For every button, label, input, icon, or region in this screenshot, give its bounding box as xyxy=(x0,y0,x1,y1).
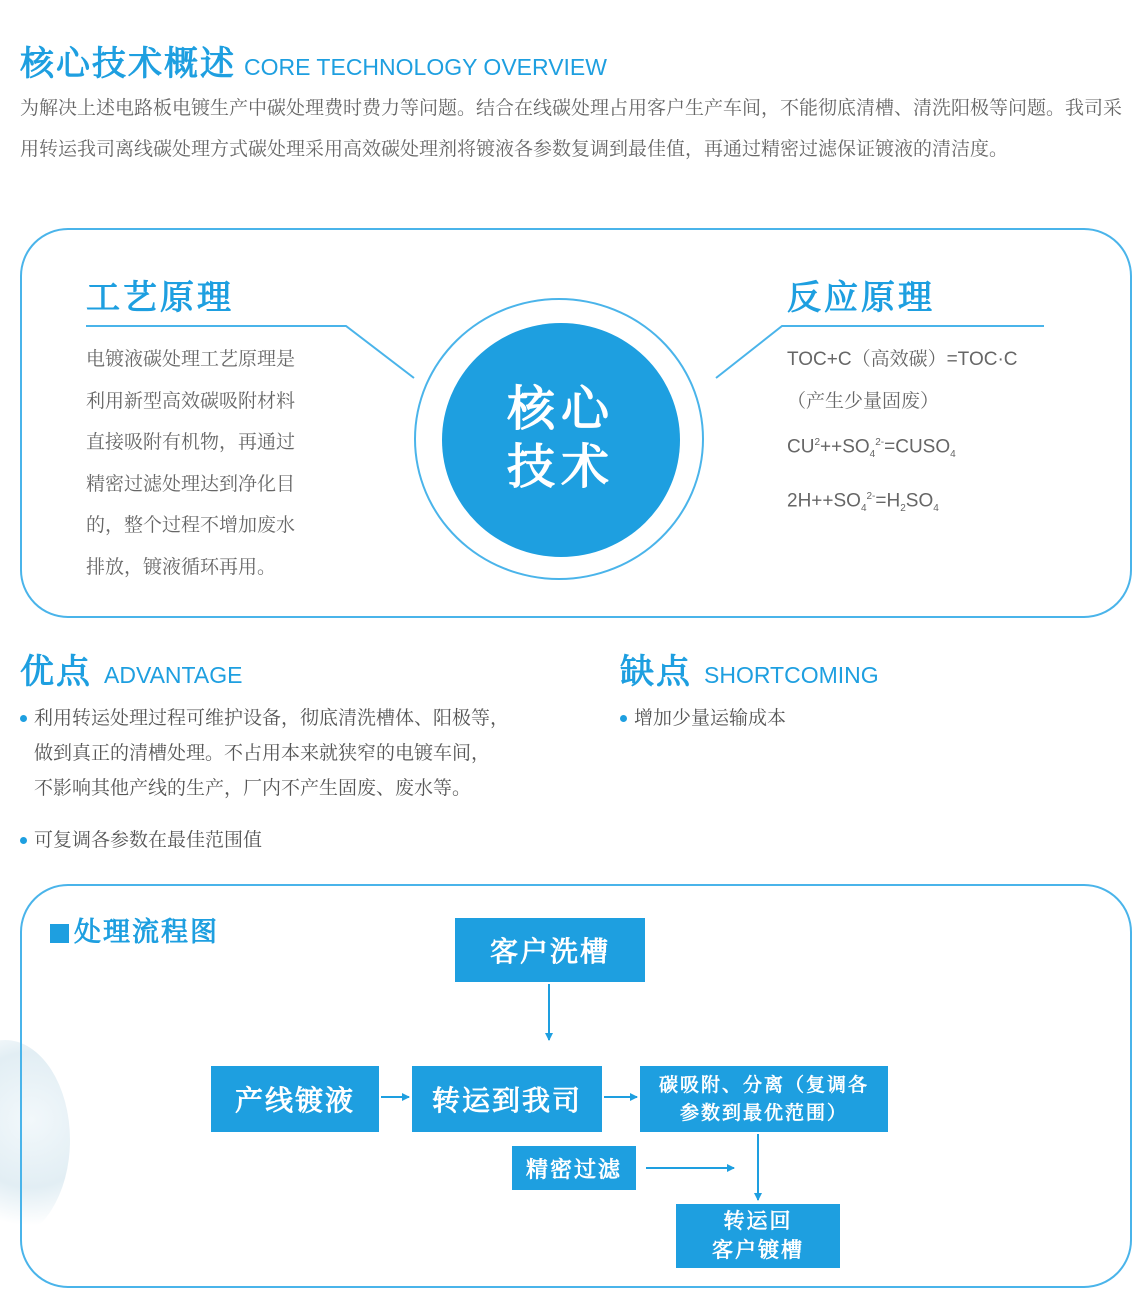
process-line: 直接吸附有机物，再通过 xyxy=(86,431,296,454)
reaction-equation-copper: $CU^2++SO_4^{2-}=CUSO_4$ xyxy=(787,436,956,461)
adsorption-line2: 参数到最优范围） xyxy=(679,1102,848,1124)
shortcoming-title xyxy=(620,644,879,693)
core-technology-label xyxy=(442,380,680,496)
core-label-line2: 技术 xyxy=(506,439,615,495)
shortcoming-item-1: 增加少量运输成本 xyxy=(634,707,787,729)
flow-title-text: 处理流程图 xyxy=(74,917,219,948)
bullet-dot-icon xyxy=(20,837,27,844)
page-title-en: CORE TECHNOLOGY OVERVIEW xyxy=(244,54,607,80)
flow-arrows xyxy=(0,880,1148,1290)
shortcoming-title-cn: 缺点 xyxy=(620,652,692,692)
process-line: 利用新型高效碳吸附材料 xyxy=(86,389,296,412)
bullet-dot-icon xyxy=(20,715,27,722)
advantage-line: 利用转运处理过程可维护设备，彻底清洗槽体、阳极等， xyxy=(34,707,510,729)
flow-node-transport: 转运到我司 xyxy=(412,1066,602,1132)
advantage-title-en: ADVANTAGE xyxy=(104,662,243,688)
reaction-principle-title: 反应原理 xyxy=(787,278,935,318)
shortcoming-title-en: SHORTCOMING xyxy=(704,662,879,688)
reaction-line: （产生少量固废） xyxy=(787,390,940,412)
core-label-line1: 核心 xyxy=(506,381,615,437)
advantage-item-1 xyxy=(34,701,594,806)
advantage-line: 做到真正的清槽处理。不占用本来就狭窄的电镀车间， xyxy=(34,742,491,764)
process-line: 排放，镀液循环再用。 xyxy=(86,555,277,578)
process-line: 的，整个过程不增加废水 xyxy=(86,514,296,537)
adsorption-line1: 碳吸附、分离（复调各 xyxy=(658,1074,869,1096)
reaction-equations xyxy=(787,339,1117,530)
flow-node-production-line: 产线镀液 xyxy=(211,1066,379,1132)
page-title-cn: 核心技术概述 xyxy=(20,44,236,84)
advantage-title xyxy=(20,644,242,693)
return-line1: 转运回 xyxy=(723,1209,793,1233)
intro-paragraph: 为解决上述电路板电镀生产中碳处理费时费力等问题。结合在线碳处理占用客户生产车间，不能彻底清槽、清洗阳极等问题。我司采用转运我司离线碳处理方式碳处理采用高效碳处理剂将镀液各参数复调到最佳值，再通过精密过滤保证镀液的清洁度。 xyxy=(20,97,1123,160)
flow-node-filter: 精密过滤 xyxy=(512,1146,636,1190)
process-principle-text xyxy=(86,339,386,589)
advantage-title-cn: 优点 xyxy=(20,652,92,692)
process-principle-title: 工艺原理 xyxy=(86,278,234,318)
return-line2: 客户镀槽 xyxy=(712,1238,804,1262)
process-line: 电镀液碳处理工艺原理是 xyxy=(86,348,296,370)
reaction-line: TOC+C（高效碳）=TOC·C xyxy=(787,349,1018,370)
reaction-equation-hydrogen: $2H++SO_4^{2-}=H_2SO_4$ xyxy=(787,490,939,515)
flow-node-customer-tank: 客户洗槽 xyxy=(455,918,645,982)
advantage-item-2: 可复调各参数在最佳范围值 xyxy=(34,829,263,851)
process-line: 精密过滤处理达到净化目 xyxy=(86,472,296,495)
bullet-dot-icon xyxy=(620,715,627,722)
advantage-line: 不影响其他产线的生产，厂内不产生固废、废水等。 xyxy=(34,777,472,799)
